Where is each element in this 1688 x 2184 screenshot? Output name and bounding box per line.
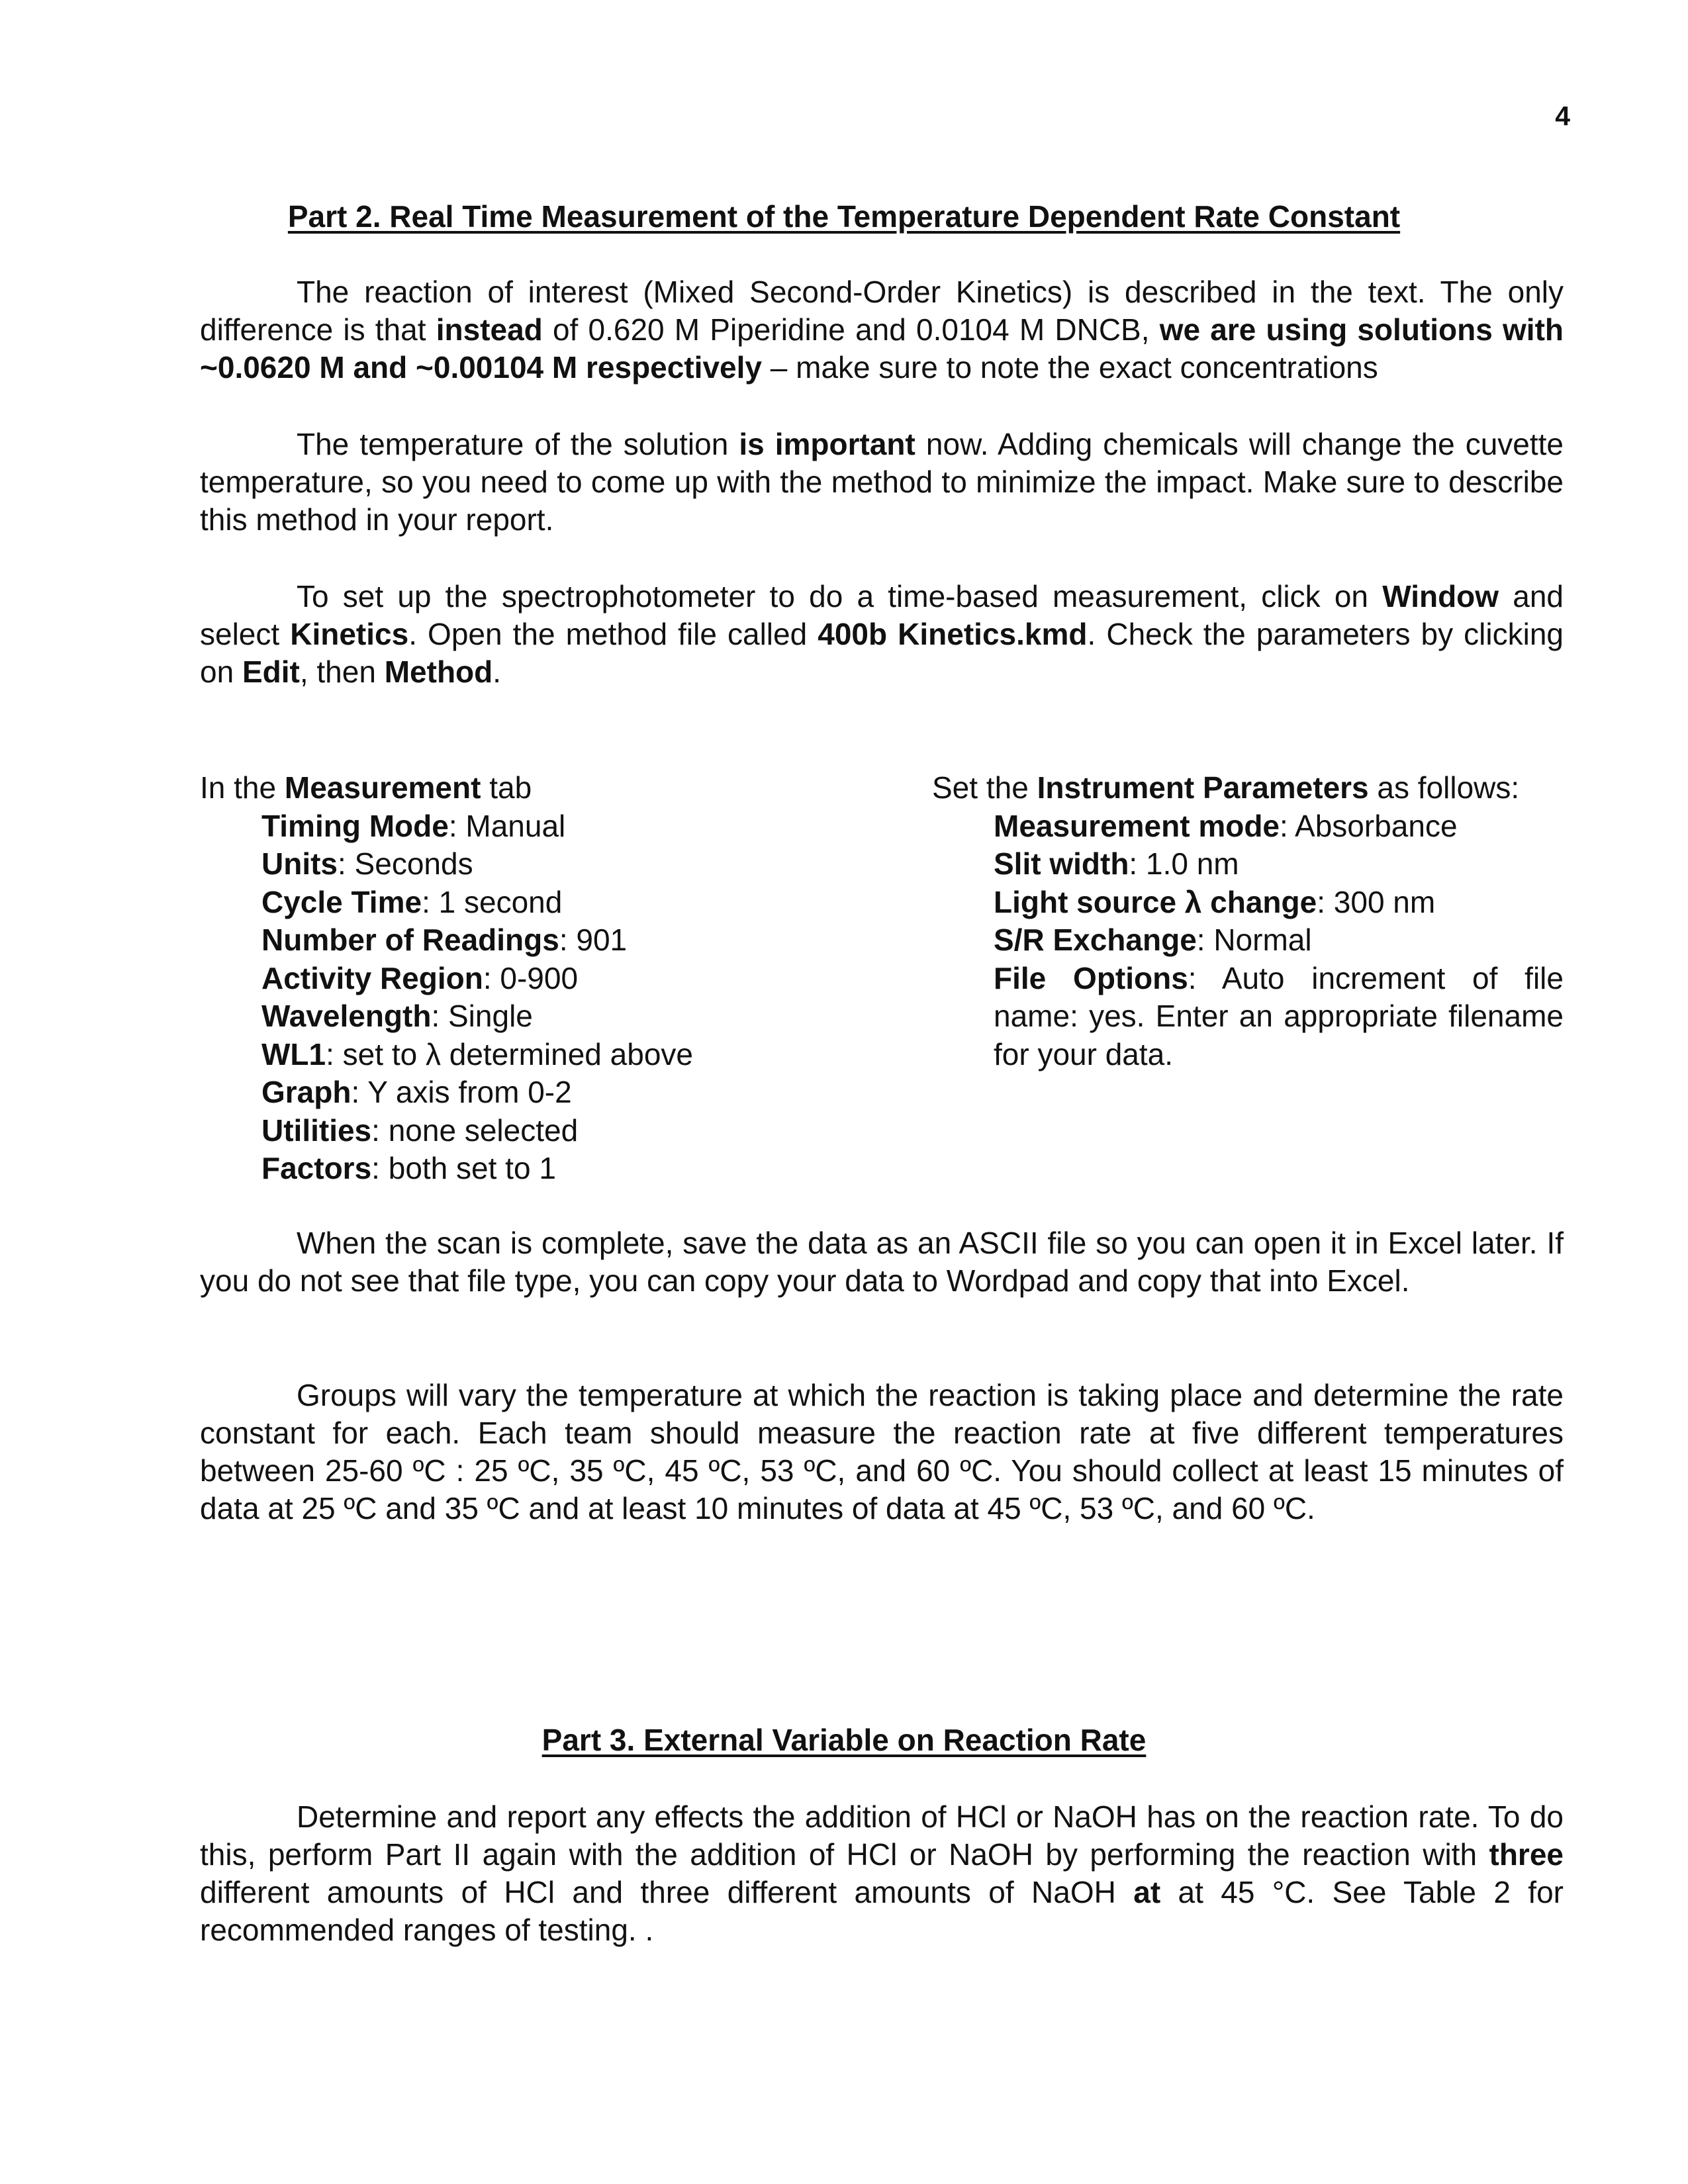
setting-item: Graph: Y axis from 0-2: [261, 1075, 572, 1109]
parameter-item: Light source λ change: 300 nm: [994, 884, 1436, 919]
part2-paragraph-2: The temperature of the solution is important now. Adding chemicals will change the cuvette temperature, so you need to come up with the method to minimize the impact. Make sure to describe this method in your report.: [200, 427, 1564, 537]
instrument-parameters-intro: Set the Instrument Parameters as follows:: [932, 770, 1520, 805]
parameter-item: Slit width: 1.0 nm: [994, 846, 1239, 881]
setting-item: Cycle Time: 1 second: [261, 884, 563, 919]
part3-paragraph-1: Determine and report any effects the addition of HCl or NaOH has on the reaction rate. To do this, perform Part II again with the addition of HCl or NaOH by performing the reaction with three different amounts of HCl and three different amounts of NaOH at at 45 °C. See Table 2 for recommended ranges of testing. .: [200, 1799, 1564, 1947]
setting-item: Wavelength: Single: [261, 999, 533, 1033]
parameter-item: Measurement mode: Absorbance: [994, 808, 1458, 843]
parameter-item: S/R Exchange: Normal: [994, 923, 1312, 957]
part2-paragraph-5: Groups will vary the temperature at which the reaction is taking place and determine the rate constant for each. Each team should measure the reaction rate at five different temperatures between 25-60 ºC : 25 ºC, 35 ºC, 45 ºC, 53 ºC, and 60 ºC. You should collect at least 15 minutes of data at 25 ºC and 35 ºC and at least 10 minutes of data at 45 ºC, 53 ºC, and 60 ºC.: [200, 1378, 1564, 1525]
setting-item: Utilities: none selected: [261, 1113, 579, 1148]
parameter-item: File Options: Auto increment of file name: yes. Enter an appropriate filename for your data.: [994, 960, 1564, 1071]
setting-item: Factors: both set to 1: [261, 1151, 556, 1185]
setting-item: Units: Seconds: [261, 846, 473, 881]
measurement-tab-intro: In the Measurement tab: [200, 770, 532, 805]
setting-item: Activity Region: 0-900: [261, 960, 579, 995]
part2-paragraph-1: The reaction of interest (Mixed Second-Order Kinetics) is described in the text. The only difference is that instead of 0.620 M Piperidine and 0.0104 M DNCB, we are using solutions with ~0.0620 M and ~0.00104 M respectively – make sure to note the exact concentrations: [200, 275, 1564, 385]
page-number: 4: [1555, 101, 1570, 131]
instrument-parameters: [932, 769, 1564, 1073]
part3-heading: Part 3. External Variable on Reaction Rate: [541, 1723, 1147, 1757]
setting-item: WL1: set to λ determined above: [261, 1036, 693, 1071]
setting-item: Timing Mode: Manual: [261, 808, 566, 843]
setting-item: Number of Readings: 901: [261, 923, 628, 957]
part2-heading: Part 2. Real Time Measurement of the Temperature Dependent Rate Constant: [287, 199, 1401, 234]
part2-paragraph-4: When the scan is complete, save the data as an ASCII file so you can open it in Excel later. If you do not see that file type, you can copy your data to Wordpad and copy that into Excel.: [200, 1226, 1564, 1298]
part2-paragraph-3: To set up the spectrophotometer to do a time-based measurement, click on Window and select Kinetics. Open the method file called 400b Kinetics.kmd. Check the parameters by clicking on Edit, then Method.: [200, 579, 1564, 689]
measurement-tab-settings: [200, 769, 928, 1188]
